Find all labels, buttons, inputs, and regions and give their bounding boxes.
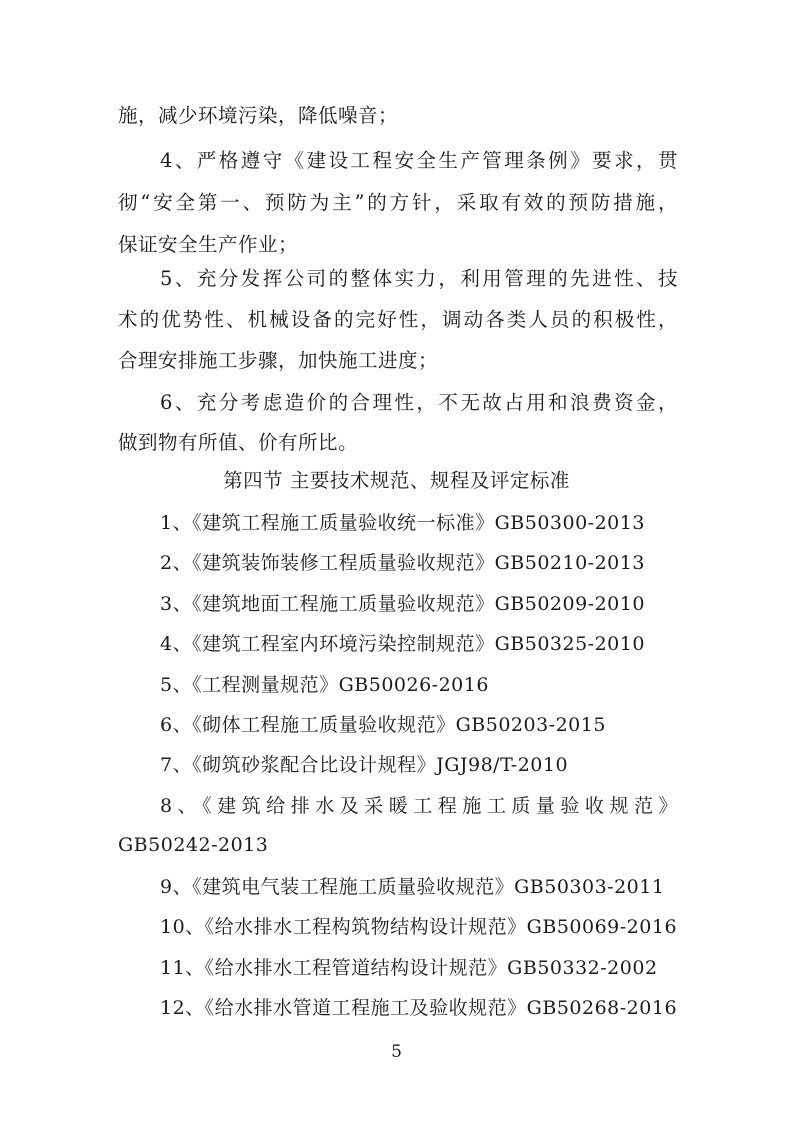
standard-item-5: 5、《工程测量规范》GB50026-2016 — [160, 674, 489, 696]
standard-item-7: 7、《砌筑砂浆配合比设计规程》JGJ98/T-2010 — [160, 754, 569, 776]
standard-item-3: 3、《建筑地面工程施工质量验收规范》GB50209-2010 — [160, 593, 645, 615]
intro-line-1: 施，减少环境污染，降低噪音； — [118, 104, 399, 127]
item5-line-2: 术的优势性、机械设备的完好性，调动各类人员的积极性， — [118, 308, 678, 331]
standard-item-1: 1、《建筑工程施工质量验收统一标准》GB50300-2013 — [160, 512, 645, 534]
page-number: 5 — [391, 1042, 402, 1062]
section-heading: 第四节 主要技术规范、规程及评定标准 — [223, 469, 570, 492]
item5-line-1: 5、充分发挥公司的整体实力，利用管理的先进性、技 — [160, 267, 678, 290]
standard-item-12: 12、《给水排水管道工程施工及验收规范》GB50268-2016 — [160, 997, 678, 1019]
item4-line-2: 彻“安全第一、预防为主”的方针，采取有效的预防措施， — [118, 191, 678, 214]
standard-item-4: 4、《建筑工程室内环境污染控制规范》GB50325-2010 — [160, 633, 645, 655]
item6-line-2: 做到物有所值、价有所比。 — [118, 431, 359, 454]
standard-item-8-continued: GB50242-2013 — [118, 834, 269, 856]
item5-line-3: 合理安排施工步骤，加快施工进度； — [118, 349, 439, 372]
standard-item-8: 8、《建筑给排水及采暖工程施工质量验收规范》 — [160, 795, 678, 817]
standard-item-9: 9、《建筑电气装工程施工质量验收规范》GB50303-2011 — [160, 876, 665, 898]
standard-item-11: 11、《给水排水工程管道结构设计规范》GB50332-2002 — [160, 957, 658, 979]
standard-item-2: 2、《建筑装饰装修工程质量验收规范》GB50210-2013 — [160, 552, 645, 574]
standard-item-6: 6、《砌体工程施工质量验收规范》GB50203-2015 — [160, 714, 606, 736]
item6-line-1: 6、充分考虑造价的合理性，不无故占用和浪费资金， — [160, 391, 678, 414]
standard-item-10: 10、《给水排水工程构筑物结构设计规范》GB50069-2016 — [160, 916, 678, 938]
item4-line-3: 保证安全生产作业； — [118, 233, 299, 256]
item4-line-1: 4、严格遵守《建设工程安全生产管理条例》要求，贯 — [160, 149, 678, 172]
